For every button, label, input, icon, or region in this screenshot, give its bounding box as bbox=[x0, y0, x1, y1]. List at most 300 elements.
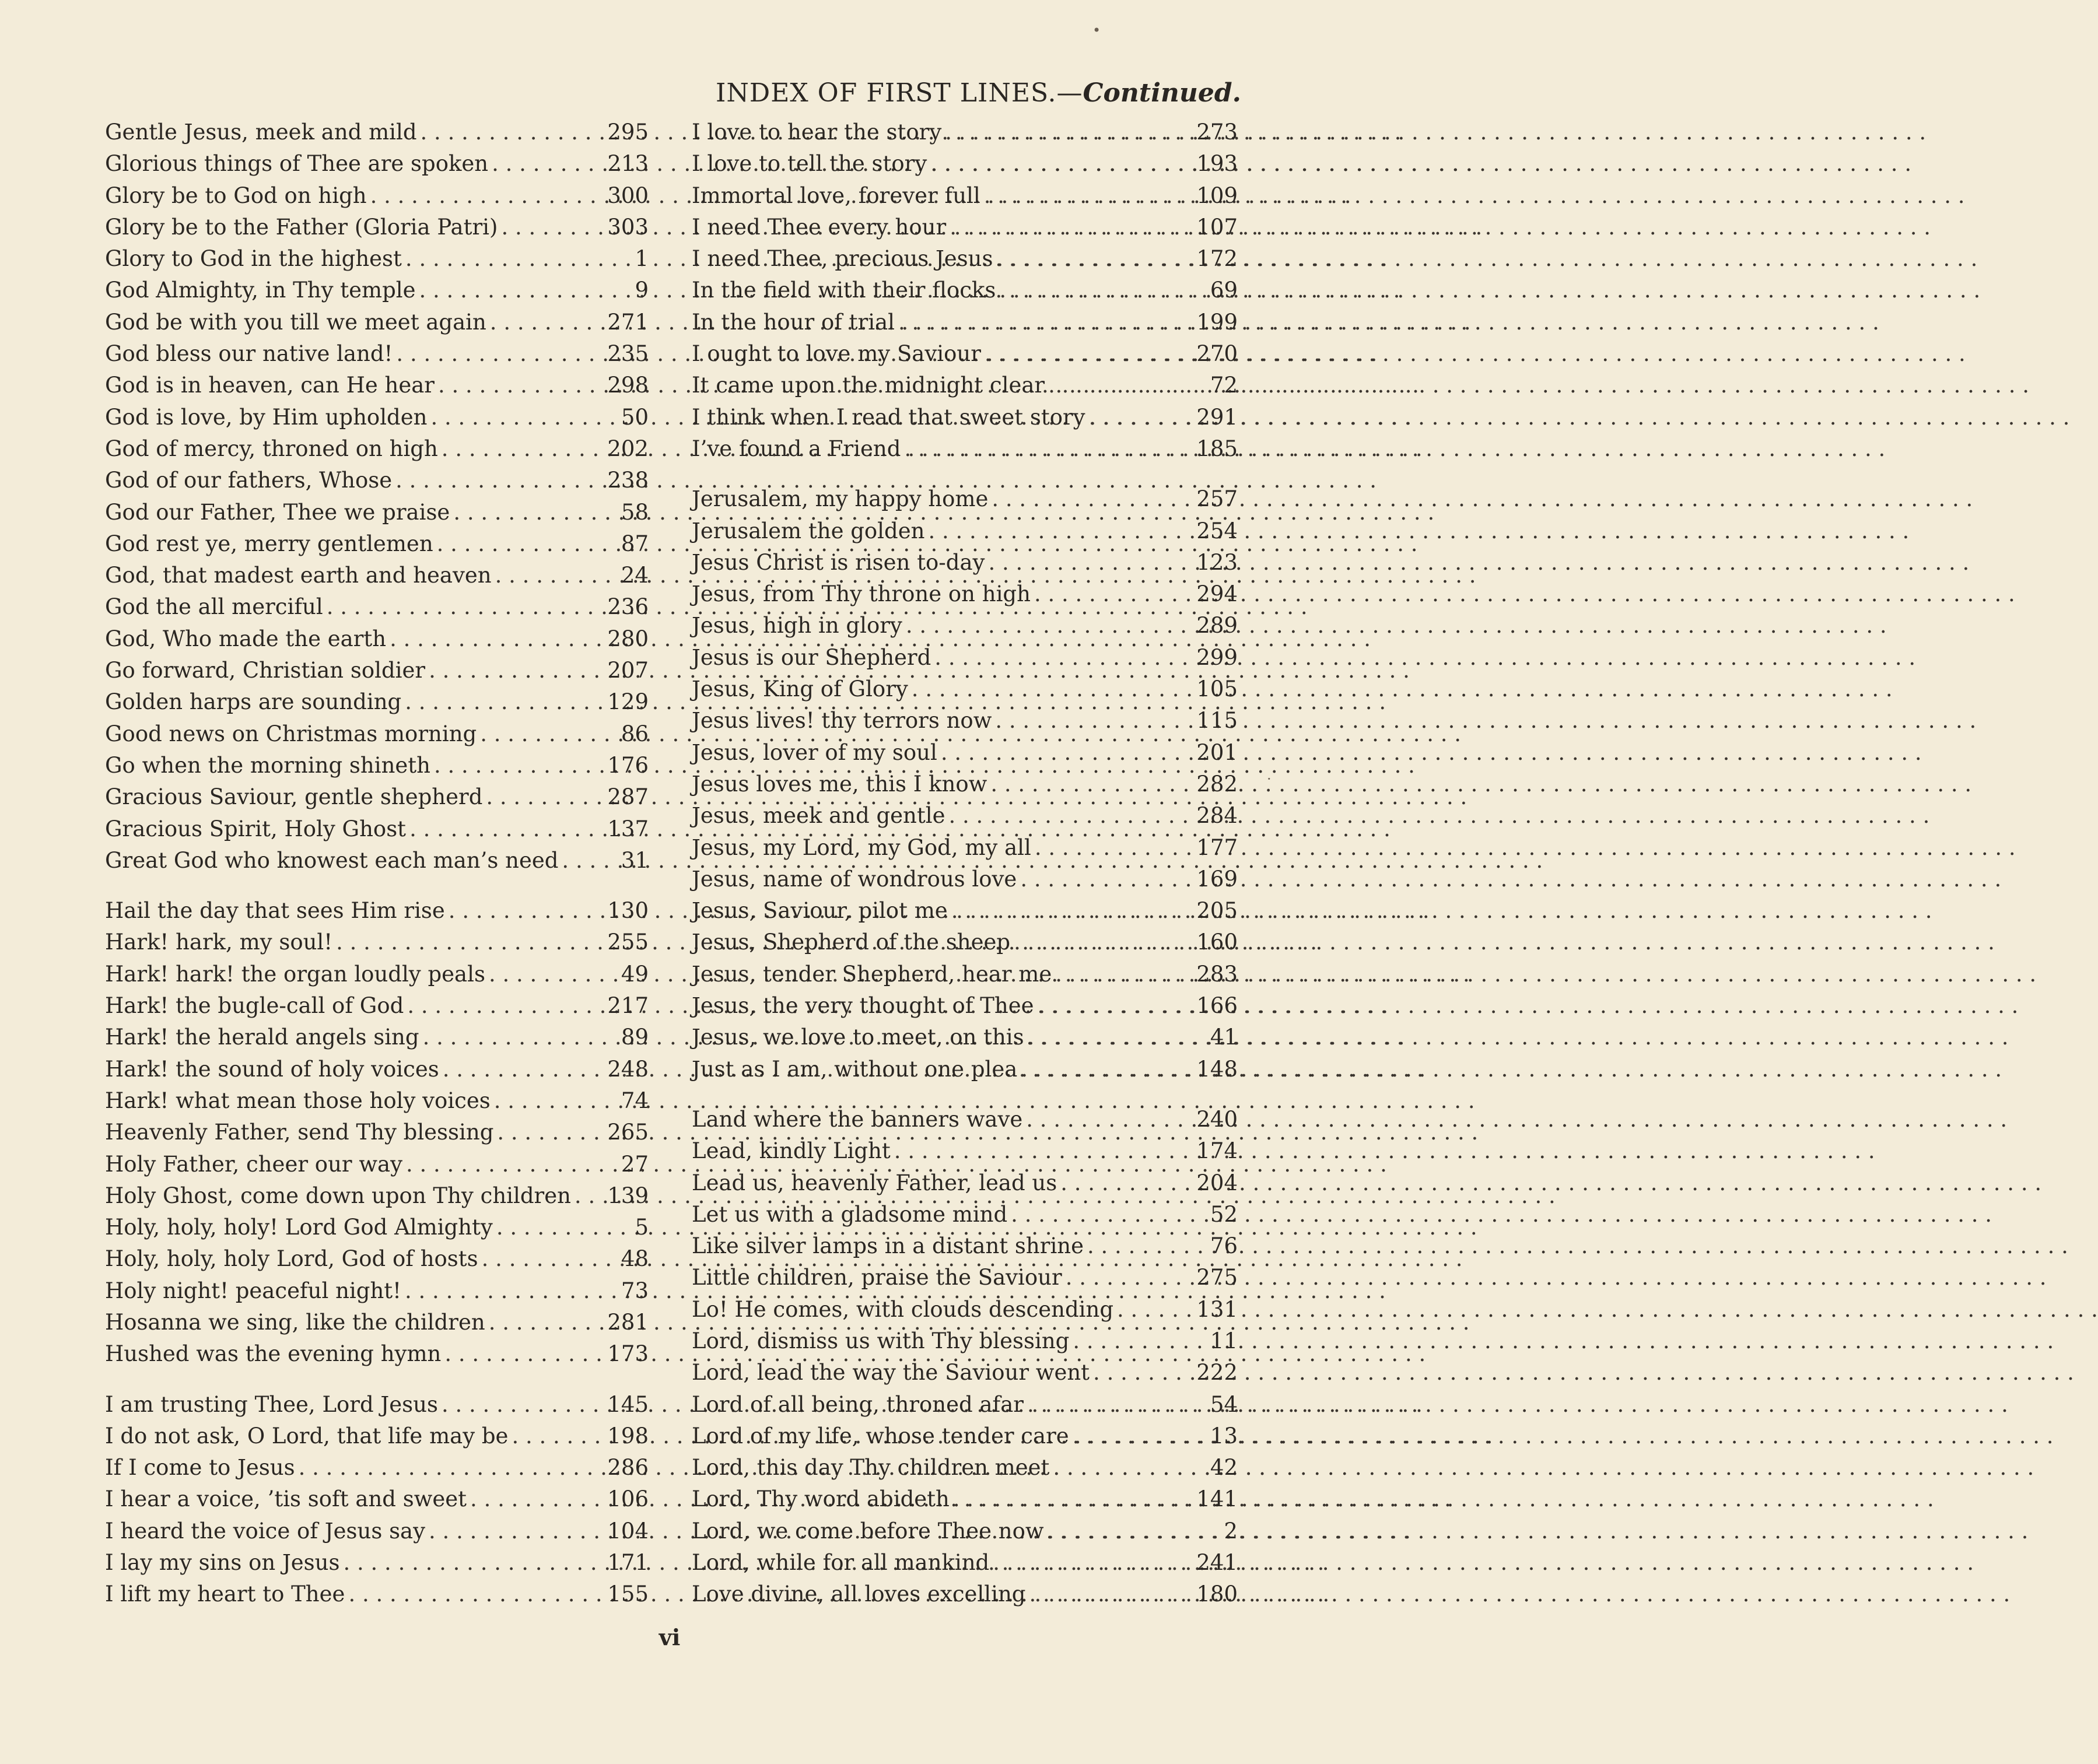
hymn-first-line: It came upon the midnight clear bbox=[692, 373, 1045, 398]
dot-leader bbox=[912, 674, 1193, 705]
hymn-first-line: Jesus, we love to meet, on this bbox=[692, 1025, 1024, 1050]
hymn-number: 172 bbox=[1196, 246, 1238, 272]
hymn-first-line: God Almighty, in Thy temple bbox=[105, 278, 416, 303]
hymn-first-line: Land where the banners wave bbox=[692, 1106, 1023, 1132]
hymn-first-line: I love to hear the story bbox=[692, 120, 942, 145]
index-entry bbox=[692, 212, 1238, 243]
dot-leader bbox=[898, 307, 1193, 338]
hymn-number: 89 bbox=[621, 1025, 649, 1050]
hymn-first-line: God of our fathers, Whose bbox=[105, 468, 393, 493]
index-entry bbox=[692, 990, 1238, 1022]
dot-leader bbox=[489, 959, 618, 990]
right-column bbox=[692, 117, 1238, 1629]
hymn-number: 69 bbox=[1210, 278, 1238, 303]
hymn-first-line: I hear a voice, ’tis soft and sweet bbox=[105, 1486, 467, 1512]
dot-leader bbox=[430, 402, 617, 433]
hymn-number: 104 bbox=[607, 1518, 649, 1544]
hymn-first-line: Holy, holy, holy! Lord God Almighty bbox=[105, 1215, 493, 1240]
dot-leader bbox=[390, 623, 604, 655]
hymn-number: 300 bbox=[607, 183, 649, 208]
dot-leader bbox=[1035, 832, 1193, 864]
hymn-first-line: Lead, kindly Light bbox=[692, 1138, 891, 1164]
hymn-number: 131 bbox=[1196, 1296, 1238, 1322]
hymn-first-line: Good news on Christmas morning bbox=[105, 721, 477, 746]
hymn-first-line: Lead us, heavenly Father, lead us bbox=[692, 1170, 1057, 1195]
hymn-number: 199 bbox=[1196, 309, 1238, 335]
hymn-first-line: I love to tell the story bbox=[692, 151, 927, 177]
dot-leader bbox=[1089, 402, 1193, 433]
dot-leader bbox=[421, 117, 604, 148]
hymn-first-line: Jesus, Shepherd of the sheep bbox=[692, 930, 1011, 955]
index-entry bbox=[105, 528, 649, 560]
dot-leader bbox=[449, 895, 604, 927]
dot-leader bbox=[1066, 1262, 1193, 1293]
dot-leader bbox=[990, 769, 1193, 800]
index-entry bbox=[105, 148, 649, 180]
hymn-first-line: Lord, dismiss us with Thy blessing bbox=[692, 1328, 1070, 1353]
index-entry bbox=[692, 275, 1238, 306]
hymn-first-line: Like silver lamps in a distant shrine bbox=[692, 1233, 1084, 1259]
index-entry bbox=[105, 1484, 649, 1515]
index-entry bbox=[692, 1547, 1238, 1579]
index-entry bbox=[692, 307, 1238, 338]
dot-leader bbox=[395, 465, 604, 496]
page-header bbox=[716, 78, 1241, 108]
dot-leader bbox=[494, 1085, 618, 1117]
hymn-number: 9 bbox=[635, 278, 649, 303]
letter-group bbox=[692, 483, 1238, 1085]
hymn-number: 169 bbox=[1196, 866, 1238, 892]
index-entry bbox=[692, 800, 1238, 832]
hymn-number: 155 bbox=[607, 1581, 649, 1607]
dot-leader bbox=[562, 845, 617, 876]
index-entry bbox=[692, 1199, 1238, 1230]
stray-ink-mark: • bbox=[1092, 22, 1101, 38]
hymn-number: 287 bbox=[607, 784, 649, 810]
index-entry bbox=[692, 895, 1238, 927]
hymn-number: 148 bbox=[1196, 1056, 1238, 1082]
index-entry bbox=[105, 180, 649, 212]
hymn-first-line: Just as I am, without one plea bbox=[692, 1056, 1018, 1082]
hymn-first-line: In the field with their flocks bbox=[692, 278, 996, 303]
hymn-first-line: Golden harps are sounding bbox=[105, 689, 402, 715]
dot-leader bbox=[1055, 959, 1193, 990]
index-entry bbox=[692, 515, 1238, 547]
dot-leader bbox=[406, 1149, 618, 1180]
hymn-number: 27 bbox=[621, 1151, 649, 1177]
hymn-number: 284 bbox=[1196, 803, 1238, 829]
hymn-first-line: Gentle Jesus, meek and mild bbox=[105, 120, 417, 145]
index-entry bbox=[692, 1452, 1238, 1484]
dot-leader bbox=[419, 275, 632, 306]
hymn-first-line: Lo! He comes, with clouds descending bbox=[692, 1296, 1113, 1322]
dot-leader bbox=[405, 1275, 618, 1307]
index-entry bbox=[105, 370, 649, 401]
index-entry bbox=[692, 610, 1238, 641]
dot-leader bbox=[443, 1054, 604, 1085]
dot-leader bbox=[512, 1421, 604, 1452]
dot-leader bbox=[995, 705, 1193, 737]
hymn-first-line: Jesus, high in glory bbox=[692, 613, 902, 639]
index-entry bbox=[105, 750, 649, 781]
dot-leader bbox=[1029, 1579, 1193, 1610]
hymn-number: 193 bbox=[1196, 151, 1238, 177]
dot-leader bbox=[996, 243, 1193, 275]
index-entry bbox=[692, 433, 1238, 465]
hymn-first-line: Lord, while for all mankind bbox=[692, 1550, 990, 1576]
hymn-number: 295 bbox=[607, 120, 649, 145]
dot-leader bbox=[950, 212, 1193, 243]
dot-leader bbox=[1053, 1452, 1206, 1484]
index-entry bbox=[105, 1022, 649, 1053]
index-entry bbox=[105, 1243, 649, 1275]
hymn-number: 177 bbox=[1196, 834, 1238, 860]
index-entry bbox=[105, 117, 649, 148]
dot-leader bbox=[928, 515, 1193, 547]
hymn-number: 280 bbox=[607, 626, 649, 651]
hymn-number: 76 bbox=[1210, 1233, 1238, 1259]
dot-leader bbox=[1093, 1357, 1193, 1388]
hymn-first-line: I think when I read that sweet story bbox=[692, 404, 1085, 430]
index-entry bbox=[692, 547, 1238, 578]
index-entry bbox=[105, 686, 649, 718]
dot-leader bbox=[496, 1212, 632, 1243]
index-entry bbox=[692, 832, 1238, 864]
hymn-number: 298 bbox=[607, 373, 649, 398]
index-title: INDEX OF FIRST LINES.— bbox=[716, 78, 1083, 108]
dot-leader bbox=[486, 781, 604, 813]
hymn-number: 217 bbox=[607, 993, 649, 1019]
index-entry bbox=[105, 1212, 649, 1243]
hymn-number: 130 bbox=[607, 898, 649, 924]
hymn-number: 236 bbox=[607, 594, 649, 620]
dot-leader bbox=[405, 686, 604, 718]
hymn-number: 72 bbox=[1210, 373, 1238, 398]
hymn-number: 86 bbox=[621, 721, 649, 746]
index-entry bbox=[105, 1389, 649, 1421]
dot-leader bbox=[480, 718, 618, 750]
hymn-first-line: Go forward, Christian soldier bbox=[105, 658, 426, 683]
hymn-first-line: God our Father, Thee we praise bbox=[105, 499, 450, 525]
hymn-number: 166 bbox=[1196, 993, 1238, 1019]
index-entry bbox=[105, 243, 649, 275]
index-entry bbox=[105, 623, 649, 655]
index-entry bbox=[105, 1117, 649, 1148]
hymn-number: 254 bbox=[1196, 518, 1238, 543]
hymn-number: 87 bbox=[621, 531, 649, 556]
index-entry bbox=[105, 895, 649, 927]
hymn-number: 52 bbox=[1210, 1201, 1238, 1227]
hymn-number: 265 bbox=[607, 1120, 649, 1145]
hymn-number: 173 bbox=[607, 1341, 649, 1367]
hymn-first-line: Hark! the sound of holy voices bbox=[105, 1056, 439, 1082]
dot-leader bbox=[1034, 578, 1193, 610]
hymn-first-line: Glorious things of Thee are spoken bbox=[105, 151, 489, 177]
hymn-number: 248 bbox=[607, 1056, 649, 1082]
hymn-number: 11 bbox=[1210, 1328, 1238, 1353]
dot-leader bbox=[985, 338, 1193, 370]
dot-leader bbox=[934, 642, 1193, 674]
hymn-first-line: Gracious Spirit, Holy Ghost bbox=[105, 816, 407, 841]
hymn-first-line: God, that madest earth and heaven bbox=[105, 563, 492, 588]
index-entry bbox=[692, 1294, 1238, 1325]
index-entry bbox=[692, 1325, 1238, 1357]
dot-leader bbox=[575, 1180, 604, 1212]
index-entry bbox=[692, 737, 1238, 769]
index-entry bbox=[105, 1085, 649, 1117]
index-entry bbox=[105, 1180, 649, 1212]
hymn-first-line: Love divine, all loves excelling bbox=[692, 1581, 1026, 1607]
hymn-first-line: Jerusalem, my happy home bbox=[692, 486, 989, 512]
hymn-first-line: Holy Ghost, come down upon Thy children bbox=[105, 1183, 571, 1208]
dot-leader bbox=[409, 813, 604, 845]
hymn-number: 255 bbox=[607, 930, 649, 955]
hymn-first-line: God the all merciful bbox=[105, 594, 323, 620]
dot-leader bbox=[434, 750, 604, 781]
hymn-number: 282 bbox=[1196, 771, 1238, 797]
letter-group bbox=[692, 1104, 1238, 1611]
hymn-first-line: God bless our native land! bbox=[105, 341, 393, 367]
index-entry bbox=[105, 1452, 649, 1484]
hymn-first-line: I do not ask, O Lord, that life may be bbox=[105, 1423, 509, 1449]
hymn-number: 291 bbox=[1196, 404, 1238, 430]
hymn-first-line: Lord of my life, whose tender care bbox=[692, 1423, 1069, 1449]
index-entry bbox=[692, 1516, 1238, 1547]
index-entry bbox=[692, 1135, 1238, 1167]
hymn-first-line: Hushed was the evening hymn bbox=[105, 1341, 442, 1367]
dot-leader bbox=[495, 560, 618, 591]
hymn-number: 115 bbox=[1196, 708, 1238, 734]
hymn-number: 213 bbox=[607, 151, 649, 177]
hymn-first-line: Go when the morning shineth bbox=[105, 752, 430, 778]
dot-leader bbox=[1014, 927, 1193, 958]
index-entry bbox=[105, 655, 649, 686]
hymn-first-line: I lift my heart to Thee bbox=[105, 1581, 345, 1607]
dot-leader bbox=[343, 1547, 604, 1579]
index-entry bbox=[105, 813, 649, 845]
index-entry bbox=[105, 1421, 649, 1452]
hymn-first-line: Jesus, tender Shepherd, hear me bbox=[692, 961, 1052, 987]
index-entry bbox=[105, 591, 649, 623]
index-entry bbox=[692, 959, 1238, 990]
hymn-number: 180 bbox=[1196, 1581, 1238, 1607]
hymn-first-line: I need Thee, precious Jesus bbox=[692, 246, 993, 272]
hymn-number: 2 bbox=[1224, 1518, 1238, 1544]
dot-leader bbox=[423, 1022, 618, 1053]
dot-leader bbox=[405, 243, 632, 275]
dot-leader bbox=[429, 655, 604, 686]
dot-leader bbox=[951, 895, 1193, 927]
index-entry bbox=[692, 1104, 1238, 1135]
left-column bbox=[105, 117, 649, 1629]
hymn-number: 205 bbox=[1196, 898, 1238, 924]
hymn-first-line: Jesus Christ is risen to-day bbox=[692, 549, 985, 575]
hymn-number: 107 bbox=[1196, 214, 1238, 240]
dot-leader bbox=[444, 1338, 604, 1370]
index-entry bbox=[692, 705, 1238, 737]
hymn-number: 48 bbox=[621, 1246, 649, 1272]
hymn-first-line: Glory be to the Father (Gloria Patri) bbox=[105, 214, 498, 240]
hymn-number: 123 bbox=[1196, 549, 1238, 575]
hymn-first-line: Jesus, Saviour, pilot me bbox=[692, 898, 948, 924]
hymn-number: 58 bbox=[621, 499, 649, 525]
hymn-first-line: Hark! the bugle-call of God bbox=[105, 993, 404, 1019]
hymn-first-line: Jesus, my Lord, my God, my all bbox=[692, 834, 1031, 860]
index-entry bbox=[692, 1262, 1238, 1293]
hymn-first-line: I’ve found a Friend bbox=[692, 436, 901, 461]
dot-leader bbox=[992, 483, 1193, 515]
hymn-number: 49 bbox=[621, 961, 649, 987]
index-entry bbox=[692, 370, 1238, 401]
hymn-number: 129 bbox=[607, 689, 649, 715]
hymn-number: 235 bbox=[607, 341, 649, 367]
hymn-number: 174 bbox=[1196, 1138, 1238, 1164]
hymn-number: 240 bbox=[1196, 1106, 1238, 1132]
dot-leader bbox=[1048, 370, 1207, 401]
hymn-number: 50 bbox=[621, 404, 649, 430]
continued-label: Continued. bbox=[1083, 78, 1241, 108]
index-entry bbox=[692, 148, 1238, 180]
hymn-number: 286 bbox=[607, 1455, 649, 1481]
index-entry bbox=[105, 845, 649, 876]
hymn-number: 257 bbox=[1196, 486, 1238, 512]
hymn-first-line: Jesus, lover of my soul bbox=[692, 739, 937, 765]
hymn-first-line: Jesus, the very thought of Thee bbox=[692, 993, 1034, 1019]
hymn-number: 24 bbox=[621, 563, 649, 588]
letter-group bbox=[105, 1389, 649, 1611]
hymn-first-line: Immortal love, forever full bbox=[692, 183, 980, 208]
hymn-first-line: Jesus, name of wondrous love bbox=[692, 866, 1017, 892]
hymn-number: 202 bbox=[607, 436, 649, 461]
index-entry bbox=[692, 642, 1238, 674]
index-entry bbox=[692, 1054, 1238, 1085]
hymn-first-line: I heard the voice of Jesus say bbox=[105, 1518, 426, 1544]
hymn-number: 271 bbox=[607, 309, 649, 335]
index-entry bbox=[692, 1167, 1238, 1199]
dot-leader bbox=[453, 497, 618, 528]
index-entry bbox=[692, 483, 1238, 515]
hymn-number: 141 bbox=[1196, 1486, 1238, 1512]
index-entry bbox=[692, 1389, 1238, 1421]
index-entry bbox=[105, 212, 649, 243]
index-entry bbox=[692, 1230, 1238, 1262]
index-entry bbox=[105, 718, 649, 750]
dot-leader bbox=[370, 180, 604, 212]
dot-leader bbox=[299, 1452, 604, 1484]
index-entry bbox=[105, 1054, 649, 1085]
index-entry bbox=[105, 402, 649, 433]
hymn-number: 207 bbox=[607, 658, 649, 683]
hymn-number: 204 bbox=[1196, 1170, 1238, 1195]
dot-leader bbox=[1117, 1294, 1193, 1325]
hymn-number: 73 bbox=[621, 1278, 649, 1303]
hymn-number: 160 bbox=[1196, 930, 1238, 955]
hymn-number: 176 bbox=[607, 752, 649, 778]
hymn-number: 41 bbox=[1210, 1025, 1238, 1050]
hymn-first-line: Jesus, King of Glory bbox=[692, 676, 908, 702]
hymn-first-line: God is in heaven, can He hear bbox=[105, 373, 435, 398]
hymn-first-line: Hark! the herald angels sing bbox=[105, 1025, 419, 1050]
hymn-first-line: In the hour of trial bbox=[692, 309, 895, 335]
index-entry bbox=[692, 1484, 1238, 1515]
index-entry bbox=[692, 864, 1238, 895]
dot-leader bbox=[442, 1389, 604, 1421]
index-entry bbox=[692, 1357, 1238, 1388]
hymn-first-line: God rest ye, merry gentlemen bbox=[105, 531, 433, 556]
hymn-number: 109 bbox=[1196, 183, 1238, 208]
hymn-first-line: I ought to love my Saviour bbox=[692, 341, 981, 367]
hymn-first-line: Holy Father, cheer our way bbox=[105, 1151, 402, 1177]
dot-leader bbox=[953, 1484, 1193, 1515]
dot-leader bbox=[489, 1307, 604, 1338]
hymn-first-line: Jesus lives! thy terrors now bbox=[692, 708, 992, 734]
hymn-number: 283 bbox=[1196, 961, 1238, 987]
dot-leader bbox=[501, 212, 604, 243]
hymn-first-line: Little children, praise the Saviour bbox=[692, 1265, 1062, 1290]
index-entry bbox=[105, 1579, 649, 1610]
hymn-first-line: Jesus loves me, this I know bbox=[692, 771, 987, 797]
hymn-first-line: Glory be to God on high bbox=[105, 183, 367, 208]
index-entry bbox=[105, 465, 649, 496]
dot-leader bbox=[470, 1484, 604, 1515]
hymn-first-line: God is love, by Him upholden bbox=[105, 404, 428, 430]
hymn-number: 198 bbox=[607, 1423, 649, 1449]
hymn-number: 139 bbox=[607, 1183, 649, 1208]
letter-group bbox=[105, 895, 649, 1370]
hymn-first-line: God of mercy, throned on high bbox=[105, 436, 438, 461]
index-entry bbox=[105, 560, 649, 591]
hymn-number: 294 bbox=[1196, 581, 1238, 607]
hymn-first-line: God, Who made the earth bbox=[105, 626, 387, 651]
hymn-number: 54 bbox=[1210, 1391, 1238, 1417]
hymn-number: 137 bbox=[607, 816, 649, 841]
dot-leader bbox=[438, 370, 604, 401]
dot-leader bbox=[906, 610, 1193, 641]
hymn-number: 31 bbox=[621, 847, 649, 873]
index-entry bbox=[105, 1338, 649, 1370]
dot-leader bbox=[492, 148, 604, 180]
hymn-number: 201 bbox=[1196, 739, 1238, 765]
hymn-number: 222 bbox=[1196, 1360, 1238, 1386]
hymn-first-line: Jesus, from Thy throne on high bbox=[692, 581, 1031, 607]
hymn-number: 289 bbox=[1196, 613, 1238, 639]
index-entry bbox=[105, 307, 649, 338]
dot-leader bbox=[930, 148, 1193, 180]
index-entry bbox=[692, 1579, 1238, 1610]
hymn-first-line: Hail the day that sees Him rise bbox=[105, 898, 445, 924]
dot-leader bbox=[1020, 864, 1193, 895]
hymn-number: 241 bbox=[1196, 1550, 1238, 1576]
hymn-number: 171 bbox=[607, 1550, 649, 1576]
dot-leader bbox=[1073, 1421, 1207, 1452]
dot-leader bbox=[396, 338, 604, 370]
hymn-number: 238 bbox=[607, 468, 649, 493]
hymn-first-line: Jerusalem the golden bbox=[692, 518, 925, 543]
index-entry bbox=[105, 338, 649, 370]
index-entry bbox=[105, 927, 649, 958]
hymn-first-line: Lord, we come before Thee now bbox=[692, 1518, 1044, 1544]
hymn-first-line: Lord of all being, throned afar bbox=[692, 1391, 1024, 1417]
index-entry bbox=[692, 1421, 1238, 1452]
index-entry bbox=[692, 674, 1238, 705]
index-entry bbox=[105, 990, 649, 1022]
hymn-first-line: Hark! what mean those holy voices bbox=[105, 1088, 491, 1113]
dot-leader bbox=[1060, 1167, 1193, 1199]
index-entry bbox=[105, 497, 649, 528]
index-entry bbox=[692, 927, 1238, 958]
hymn-number: 281 bbox=[607, 1309, 649, 1335]
dot-leader bbox=[336, 927, 604, 958]
